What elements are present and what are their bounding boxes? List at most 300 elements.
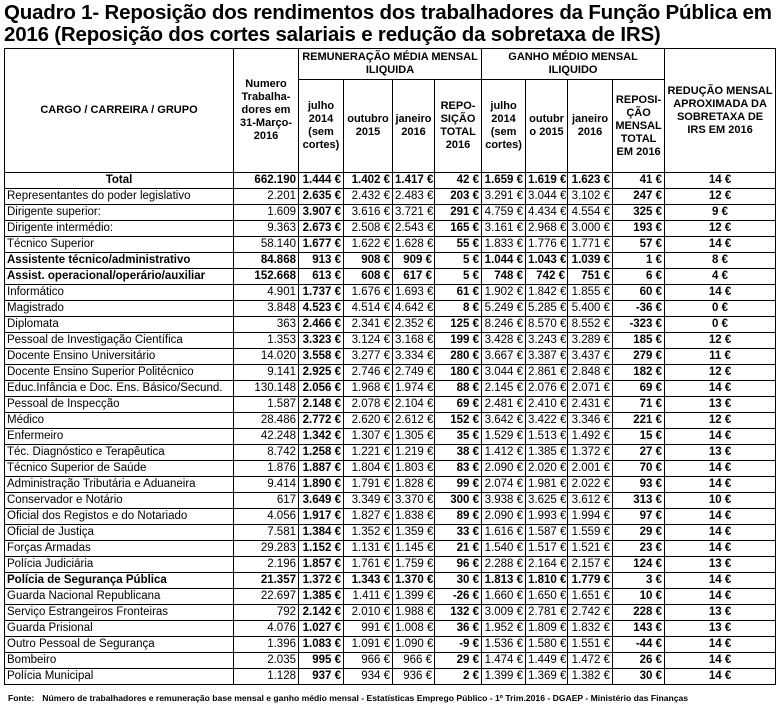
cell-numero: 1.876 xyxy=(234,461,299,477)
cell-numero: 22.697 xyxy=(234,589,299,605)
cell-gan-outubro-2015: 1.809 € xyxy=(526,621,568,637)
cell-gan-reposicao: 247 € xyxy=(613,189,665,205)
cell-gan-reposicao: 1 € xyxy=(613,253,665,269)
cell-rem-reposicao: 280 € xyxy=(435,349,482,365)
cell-rem-reposicao: 99 € xyxy=(435,477,482,493)
cell-cargo: Assistente técnico/administrativo xyxy=(5,253,234,269)
cell-gan-outubro-2015: 1.981 € xyxy=(526,477,568,493)
cell-gan-reposicao: 69 € xyxy=(613,381,665,397)
cell-rem-janeiro-2016: 4.642 € xyxy=(393,301,435,317)
cell-rem-outubro-2015: 991 € xyxy=(344,621,393,637)
cell-cargo: Guarda Prisional xyxy=(5,621,234,637)
table-row xyxy=(5,173,776,189)
table-row xyxy=(5,557,776,573)
cell-gan-julho-2014: 1.833 € xyxy=(482,237,526,253)
cell-gan-janeiro-2016: 3.612 € xyxy=(568,493,613,509)
cell-gan-janeiro-2016: 3.437 € xyxy=(568,349,613,365)
cell-gan-outubro-2015: 2.410 € xyxy=(526,397,568,413)
cell-gan-julho-2014: 1.529 € xyxy=(482,429,526,445)
cell-rem-julho-2014: 3.558 € xyxy=(299,349,344,365)
cell-rem-janeiro-2016: 3.721 € xyxy=(393,205,435,221)
table-row xyxy=(5,381,776,397)
cell-rem-janeiro-2016: 2.483 € xyxy=(393,189,435,205)
cell-rem-outubro-2015: 2.508 € xyxy=(344,221,393,237)
table-row xyxy=(5,637,776,653)
cell-reducao: 14 € xyxy=(665,381,776,397)
cell-rem-janeiro-2016: 1.370 € xyxy=(393,573,435,589)
cell-reducao: 12 € xyxy=(665,333,776,349)
cell-reducao: 10 € xyxy=(665,493,776,509)
cell-gan-julho-2014: 2.145 € xyxy=(482,381,526,397)
cell-reducao: 14 € xyxy=(665,589,776,605)
cell-gan-reposicao: 3 € xyxy=(613,573,665,589)
cell-rem-julho-2014: 1.385 € xyxy=(299,589,344,605)
cell-rem-reposicao: 89 € xyxy=(435,509,482,525)
cell-numero: 617 xyxy=(234,493,299,509)
table-row xyxy=(5,541,776,557)
cell-gan-reposicao: 97 € xyxy=(613,509,665,525)
cell-gan-julho-2014: 3.667 € xyxy=(482,349,526,365)
cell-gan-julho-2014: 1.659 € xyxy=(482,173,526,189)
cell-reducao: 13 € xyxy=(665,621,776,637)
cell-numero: 792 xyxy=(234,605,299,621)
cell-cargo: Técnico Superior de Saúde xyxy=(5,461,234,477)
cell-rem-outubro-2015: 1.307 € xyxy=(344,429,393,445)
table-row xyxy=(5,509,776,525)
cell-rem-outubro-2015: 3.616 € xyxy=(344,205,393,221)
table-row xyxy=(5,317,776,333)
cell-gan-outubro-2015: 1.810 € xyxy=(526,573,568,589)
cell-cargo: Enfermeiro xyxy=(5,429,234,445)
table-row xyxy=(5,397,776,413)
page-title: Quadro 1- Reposição dos rendimentos dos trabalhadores da Função Pública em 2016 (Reposição dos cortes salariais e redução da sobretaxa de IRS) xyxy=(4,1,772,46)
cell-rem-outubro-2015: 1.827 € xyxy=(344,509,393,525)
cell-rem-julho-2014: 2.925 € xyxy=(299,365,344,381)
cell-rem-julho-2014: 4.523 € xyxy=(299,301,344,317)
cell-rem-reposicao: 83 € xyxy=(435,461,482,477)
cell-rem-julho-2014: 1.917 € xyxy=(299,509,344,525)
cell-gan-julho-2014: 3.044 € xyxy=(482,365,526,381)
cell-reducao: 13 € xyxy=(665,445,776,461)
cell-rem-janeiro-2016: 909 € xyxy=(393,253,435,269)
cell-numero: 3.848 xyxy=(234,301,299,317)
header-rem-julho-2014: julho 2014 (sem cortes) xyxy=(299,80,344,173)
cell-rem-julho-2014: 1.372 € xyxy=(299,573,344,589)
cell-gan-julho-2014: 2.074 € xyxy=(482,477,526,493)
header-rem-outubro-2015: outubro 2015 xyxy=(344,80,393,173)
cell-gan-janeiro-2016: 2.742 € xyxy=(568,605,613,621)
table-row xyxy=(5,413,776,429)
cell-gan-reposicao: 143 € xyxy=(613,621,665,637)
cell-cargo: Informático xyxy=(5,285,234,301)
cell-rem-janeiro-2016: 1.008 € xyxy=(393,621,435,637)
cell-gan-outubro-2015: 2.861 € xyxy=(526,365,568,381)
cell-gan-julho-2014: 1.902 € xyxy=(482,285,526,301)
cell-rem-reposicao: 2 € xyxy=(435,669,482,685)
cell-gan-janeiro-2016: 1.559 € xyxy=(568,525,613,541)
cell-gan-reposicao: 71 € xyxy=(613,397,665,413)
cell-gan-outubro-2015: 2.781 € xyxy=(526,605,568,621)
header-ganho-band: GANHO MÉDIO MENSAL ILIQUIDO xyxy=(482,49,665,80)
cell-cargo: Pessoal de Inspecção xyxy=(5,397,234,413)
cell-rem-outubro-2015: 908 € xyxy=(344,253,393,269)
cell-gan-reposicao: 41 € xyxy=(613,173,665,189)
cell-gan-outubro-2015: 2.076 € xyxy=(526,381,568,397)
cell-gan-reposicao: 27 € xyxy=(613,445,665,461)
cell-gan-reposicao: 15 € xyxy=(613,429,665,445)
cell-gan-reposicao: 93 € xyxy=(613,477,665,493)
cell-reducao: 12 € xyxy=(665,413,776,429)
cell-rem-reposicao: 36 € xyxy=(435,621,482,637)
cell-rem-reposicao: 203 € xyxy=(435,189,482,205)
cell-rem-janeiro-2016: 1.759 € xyxy=(393,557,435,573)
cell-rem-reposicao: 42 € xyxy=(435,173,482,189)
cell-gan-julho-2014: 3.009 € xyxy=(482,605,526,621)
cell-gan-janeiro-2016: 1.039 € xyxy=(568,253,613,269)
table-row xyxy=(5,333,776,349)
cell-numero: 42.248 xyxy=(234,429,299,445)
cell-rem-janeiro-2016: 3.334 € xyxy=(393,349,435,365)
cell-gan-outubro-2015: 1.776 € xyxy=(526,237,568,253)
cell-rem-julho-2014: 2.148 € xyxy=(299,397,344,413)
cell-rem-janeiro-2016: 2.612 € xyxy=(393,413,435,429)
cell-rem-outubro-2015: 1.131 € xyxy=(344,541,393,557)
cell-reducao: 14 € xyxy=(665,573,776,589)
cell-rem-julho-2014: 1.384 € xyxy=(299,525,344,541)
cell-gan-reposicao: 325 € xyxy=(613,205,665,221)
cell-rem-outubro-2015: 4.514 € xyxy=(344,301,393,317)
cell-gan-janeiro-2016: 2.022 € xyxy=(568,477,613,493)
header-rem-janeiro-2016: janeiro 2016 xyxy=(393,80,435,173)
cell-rem-julho-2014: 1.444 € xyxy=(299,173,344,189)
cell-gan-janeiro-2016: 1.521 € xyxy=(568,541,613,557)
cell-cargo: Diplomata xyxy=(5,317,234,333)
cell-rem-reposicao: 21 € xyxy=(435,541,482,557)
cell-gan-janeiro-2016: 3.000 € xyxy=(568,221,613,237)
cell-cargo: Docente Ensino Superior Politécnico xyxy=(5,365,234,381)
cell-cargo: Assist. operacional/operário/auxiliar xyxy=(5,269,234,285)
cell-gan-outubro-2015: 1.517 € xyxy=(526,541,568,557)
cell-rem-janeiro-2016: 1.359 € xyxy=(393,525,435,541)
cell-numero: 4.901 xyxy=(234,285,299,301)
cell-numero: 1.128 xyxy=(234,669,299,685)
cell-cargo: Forças Armadas xyxy=(5,541,234,557)
header-reducao-sobretaxa: REDUÇÃO MENSAL APROXIMADA DA SOBRETAXA DE IRS EM 2016 xyxy=(665,49,776,173)
cell-gan-janeiro-2016: 3.289 € xyxy=(568,333,613,349)
cell-rem-julho-2014: 1.152 € xyxy=(299,541,344,557)
cell-gan-janeiro-2016: 1.771 € xyxy=(568,237,613,253)
header-cargo: CARGO / CARREIRA / GRUPO xyxy=(5,49,234,173)
cell-gan-outubro-2015: 1.650 € xyxy=(526,589,568,605)
cell-gan-julho-2014: 2.481 € xyxy=(482,397,526,413)
table-row xyxy=(5,493,776,509)
cell-reducao: 13 € xyxy=(665,605,776,621)
cell-rem-reposicao: 300 € xyxy=(435,493,482,509)
cell-gan-janeiro-2016: 1.855 € xyxy=(568,285,613,301)
cell-rem-julho-2014: 1.887 € xyxy=(299,461,344,477)
cell-gan-janeiro-2016: 1.472 € xyxy=(568,653,613,669)
cell-rem-outubro-2015: 1.676 € xyxy=(344,285,393,301)
cell-rem-janeiro-2016: 3.168 € xyxy=(393,333,435,349)
cell-gan-julho-2014: 4.759 € xyxy=(482,205,526,221)
cell-gan-julho-2014: 8.246 € xyxy=(482,317,526,333)
cell-rem-janeiro-2016: 1.090 € xyxy=(393,637,435,653)
cell-rem-reposicao: 35 € xyxy=(435,429,482,445)
cell-gan-julho-2014: 1.540 € xyxy=(482,541,526,557)
cell-rem-reposicao: 38 € xyxy=(435,445,482,461)
cell-gan-outubro-2015: 3.044 € xyxy=(526,189,568,205)
cell-gan-janeiro-2016: 3.346 € xyxy=(568,413,613,429)
cell-rem-janeiro-2016: 2.352 € xyxy=(393,317,435,333)
cell-gan-reposicao: 228 € xyxy=(613,605,665,621)
cell-gan-reposicao: 182 € xyxy=(613,365,665,381)
cell-cargo: Polícia de Segurança Pública xyxy=(5,573,234,589)
table-row xyxy=(5,269,776,285)
cell-rem-outubro-2015: 2.432 € xyxy=(344,189,393,205)
cell-numero: 58.140 xyxy=(234,237,299,253)
cell-rem-janeiro-2016: 1.219 € xyxy=(393,445,435,461)
cell-gan-outubro-2015: 1.619 € xyxy=(526,173,568,189)
header-rem-reposicao-total: REPO-SIÇÃO TOTAL 2016 xyxy=(435,80,482,173)
table-row xyxy=(5,461,776,477)
table-row xyxy=(5,253,776,269)
table-row xyxy=(5,205,776,221)
cell-gan-julho-2014: 1.952 € xyxy=(482,621,526,637)
source-note xyxy=(8,693,688,703)
cell-rem-julho-2014: 1.857 € xyxy=(299,557,344,573)
cell-gan-reposicao: 313 € xyxy=(613,493,665,509)
cell-reducao: 9 € xyxy=(665,205,776,221)
cell-rem-janeiro-2016: 1.145 € xyxy=(393,541,435,557)
cell-rem-janeiro-2016: 1.305 € xyxy=(393,429,435,445)
cell-rem-julho-2014: 2.466 € xyxy=(299,317,344,333)
cell-gan-julho-2014: 5.249 € xyxy=(482,301,526,317)
cell-gan-reposicao: 6 € xyxy=(613,269,665,285)
cell-gan-outubro-2015: 1.369 € xyxy=(526,669,568,685)
cell-gan-outubro-2015: 1.043 € xyxy=(526,253,568,269)
cell-cargo: Téc. Diagnóstico e Terapêutica xyxy=(5,445,234,461)
table-row xyxy=(5,285,776,301)
cell-rem-outubro-2015: 2.746 € xyxy=(344,365,393,381)
cell-reducao: 14 € xyxy=(665,525,776,541)
cell-rem-janeiro-2016: 966 € xyxy=(393,653,435,669)
cell-cargo: Conservador e Notário xyxy=(5,493,234,509)
data-table xyxy=(4,48,776,685)
cell-cargo: Técnico Superior xyxy=(5,237,234,253)
cell-rem-reposicao: 5 € xyxy=(435,253,482,269)
cell-rem-outubro-2015: 1.352 € xyxy=(344,525,393,541)
cell-gan-janeiro-2016: 4.554 € xyxy=(568,205,613,221)
cell-reducao: 13 € xyxy=(665,397,776,413)
cell-cargo: Representantes do poder legislativo xyxy=(5,189,234,205)
cell-gan-reposicao: -323 € xyxy=(613,317,665,333)
cell-gan-outubro-2015: 1.385 € xyxy=(526,445,568,461)
cell-rem-julho-2014: 1.737 € xyxy=(299,285,344,301)
cell-gan-janeiro-2016: 1.372 € xyxy=(568,445,613,461)
cell-gan-julho-2014: 3.938 € xyxy=(482,493,526,509)
cell-reducao: 14 € xyxy=(665,429,776,445)
cell-gan-reposicao: 23 € xyxy=(613,541,665,557)
cell-rem-janeiro-2016: 1.803 € xyxy=(393,461,435,477)
cell-reducao: 14 € xyxy=(665,509,776,525)
cell-gan-reposicao: 30 € xyxy=(613,669,665,685)
cell-gan-janeiro-2016: 8.552 € xyxy=(568,317,613,333)
cell-reducao: 13 € xyxy=(665,557,776,573)
cell-rem-outubro-2015: 1.622 € xyxy=(344,237,393,253)
cell-rem-outubro-2015: 966 € xyxy=(344,653,393,669)
header-numero-trabalhadores: Numero Trabalha-dores em 31-Março-2016 xyxy=(234,49,299,173)
cell-gan-janeiro-2016: 2.157 € xyxy=(568,557,613,573)
cell-reducao: 14 € xyxy=(665,541,776,557)
cell-rem-julho-2014: 937 € xyxy=(299,669,344,685)
cell-cargo: Docente Ensino Universitário xyxy=(5,349,234,365)
cell-gan-janeiro-2016: 1.492 € xyxy=(568,429,613,445)
cell-cargo: Oficial dos Registos e do Notariado xyxy=(5,509,234,525)
cell-gan-outubro-2015: 3.422 € xyxy=(526,413,568,429)
cell-gan-reposicao: 29 € xyxy=(613,525,665,541)
cell-cargo: Outro Pessoal de Segurança xyxy=(5,637,234,653)
cell-gan-reposicao: 57 € xyxy=(613,237,665,253)
cell-rem-reposicao: 180 € xyxy=(435,365,482,381)
cell-numero: 28.486 xyxy=(234,413,299,429)
cell-rem-janeiro-2016: 1.974 € xyxy=(393,381,435,397)
cell-rem-julho-2014: 2.673 € xyxy=(299,221,344,237)
cell-gan-janeiro-2016: 2.071 € xyxy=(568,381,613,397)
cell-rem-outubro-2015: 3.277 € xyxy=(344,349,393,365)
cell-rem-janeiro-2016: 1.828 € xyxy=(393,477,435,493)
cell-gan-julho-2014: 3.642 € xyxy=(482,413,526,429)
cell-gan-reposicao: 185 € xyxy=(613,333,665,349)
cell-rem-julho-2014: 3.907 € xyxy=(299,205,344,221)
cell-gan-janeiro-2016: 3.102 € xyxy=(568,189,613,205)
cell-gan-julho-2014: 1.412 € xyxy=(482,445,526,461)
cell-rem-julho-2014: 1.083 € xyxy=(299,637,344,653)
cell-gan-reposicao: 279 € xyxy=(613,349,665,365)
cell-cargo: Pessoal de Investigação Científica xyxy=(5,333,234,349)
cell-reducao: 8 € xyxy=(665,253,776,269)
table-row xyxy=(5,221,776,237)
table-row xyxy=(5,669,776,685)
cell-rem-reposicao: 55 € xyxy=(435,237,482,253)
table-row xyxy=(5,621,776,637)
cell-rem-outubro-2015: 934 € xyxy=(344,669,393,685)
cell-gan-julho-2014: 1.536 € xyxy=(482,637,526,653)
cell-gan-outubro-2015: 5.285 € xyxy=(526,301,568,317)
cell-numero: 7.581 xyxy=(234,525,299,541)
cell-rem-julho-2014: 3.649 € xyxy=(299,493,344,509)
cell-gan-outubro-2015: 8.570 € xyxy=(526,317,568,333)
cell-gan-outubro-2015: 1.580 € xyxy=(526,637,568,653)
cell-numero: 9.363 xyxy=(234,221,299,237)
cell-gan-outubro-2015: 1.993 € xyxy=(526,509,568,525)
cell-rem-julho-2014: 2.772 € xyxy=(299,413,344,429)
cell-cargo: Médico xyxy=(5,413,234,429)
cell-gan-janeiro-2016: 751 € xyxy=(568,269,613,285)
cell-rem-reposicao: 199 € xyxy=(435,333,482,349)
cell-gan-outubro-2015: 2.164 € xyxy=(526,557,568,573)
cell-rem-janeiro-2016: 1.399 € xyxy=(393,589,435,605)
cell-rem-julho-2014: 2.142 € xyxy=(299,605,344,621)
cell-cargo: Polícia Municipal xyxy=(5,669,234,685)
cell-rem-outubro-2015: 1.411 € xyxy=(344,589,393,605)
cell-gan-janeiro-2016: 1.651 € xyxy=(568,589,613,605)
cell-rem-julho-2014: 1.342 € xyxy=(299,429,344,445)
cell-gan-julho-2014: 1.660 € xyxy=(482,589,526,605)
cell-gan-outubro-2015: 1.449 € xyxy=(526,653,568,669)
cell-numero: 130.148 xyxy=(234,381,299,397)
cell-rem-reposicao: 69 € xyxy=(435,397,482,413)
table-row xyxy=(5,605,776,621)
cell-gan-julho-2014: 1.044 € xyxy=(482,253,526,269)
cell-gan-outubro-2015: 2.968 € xyxy=(526,221,568,237)
cell-rem-julho-2014: 1.258 € xyxy=(299,445,344,461)
cell-gan-julho-2014: 3.161 € xyxy=(482,221,526,237)
cell-gan-janeiro-2016: 2.431 € xyxy=(568,397,613,413)
cell-rem-reposicao: 33 € xyxy=(435,525,482,541)
cell-gan-reposicao: -36 € xyxy=(613,301,665,317)
cell-reducao: 12 € xyxy=(665,365,776,381)
header-gan-outubro-2015: outubr o 2015 xyxy=(526,80,568,173)
cell-rem-outubro-2015: 1.343 € xyxy=(344,573,393,589)
cell-gan-reposicao: 70 € xyxy=(613,461,665,477)
cell-reducao: 14 € xyxy=(665,237,776,253)
cell-reducao: 12 € xyxy=(665,189,776,205)
cell-rem-reposicao: 8 € xyxy=(435,301,482,317)
cell-gan-reposicao: -44 € xyxy=(613,637,665,653)
header-remuneracao-band: REMUNERAÇÃO MÉDIA MENSAL ILIQUIDA xyxy=(299,49,482,80)
cell-gan-julho-2014: 2.288 € xyxy=(482,557,526,573)
cell-cargo: Educ.Infância e Doc. Ens. Básico/Secund. xyxy=(5,381,234,397)
cell-rem-reposicao: -9 € xyxy=(435,637,482,653)
cell-cargo: Bombeiro xyxy=(5,653,234,669)
cell-rem-janeiro-2016: 1.988 € xyxy=(393,605,435,621)
cell-rem-outubro-2015: 1.221 € xyxy=(344,445,393,461)
cell-reducao: 14 € xyxy=(665,653,776,669)
cell-rem-janeiro-2016: 1.693 € xyxy=(393,285,435,301)
cell-rem-julho-2014: 3.323 € xyxy=(299,333,344,349)
cell-numero: 2.035 xyxy=(234,653,299,669)
cell-numero: 152.668 xyxy=(234,269,299,285)
cell-rem-reposicao: 291 € xyxy=(435,205,482,221)
cell-numero: 363 xyxy=(234,317,299,333)
cell-gan-outubro-2015: 1.513 € xyxy=(526,429,568,445)
cell-rem-reposicao: 165 € xyxy=(435,221,482,237)
table-row xyxy=(5,237,776,253)
cell-numero: 1.587 xyxy=(234,397,299,413)
cell-gan-outubro-2015: 3.243 € xyxy=(526,333,568,349)
cell-gan-janeiro-2016: 1.551 € xyxy=(568,637,613,653)
cell-gan-reposicao: 60 € xyxy=(613,285,665,301)
cell-gan-outubro-2015: 3.625 € xyxy=(526,493,568,509)
cell-rem-reposicao: 5 € xyxy=(435,269,482,285)
cell-rem-janeiro-2016: 1.417 € xyxy=(393,173,435,189)
cell-cargo: Polícia Judiciária xyxy=(5,557,234,573)
cell-gan-janeiro-2016: 2.848 € xyxy=(568,365,613,381)
cell-gan-julho-2014: 1.813 € xyxy=(482,573,526,589)
cell-rem-julho-2014: 613 € xyxy=(299,269,344,285)
cell-rem-outubro-2015: 2.078 € xyxy=(344,397,393,413)
cell-reducao: 14 € xyxy=(665,669,776,685)
table-row xyxy=(5,365,776,381)
cell-numero: 4.056 xyxy=(234,509,299,525)
table-row xyxy=(5,477,776,493)
cell-gan-reposicao: 221 € xyxy=(613,413,665,429)
cell-cargo: Oficial de Justiça xyxy=(5,525,234,541)
cell-reducao: 14 € xyxy=(665,637,776,653)
cell-cargo: Serviço Estrangeiros Fronteiras xyxy=(5,605,234,621)
cell-numero: 21.357 xyxy=(234,573,299,589)
cell-rem-janeiro-2016: 2.104 € xyxy=(393,397,435,413)
